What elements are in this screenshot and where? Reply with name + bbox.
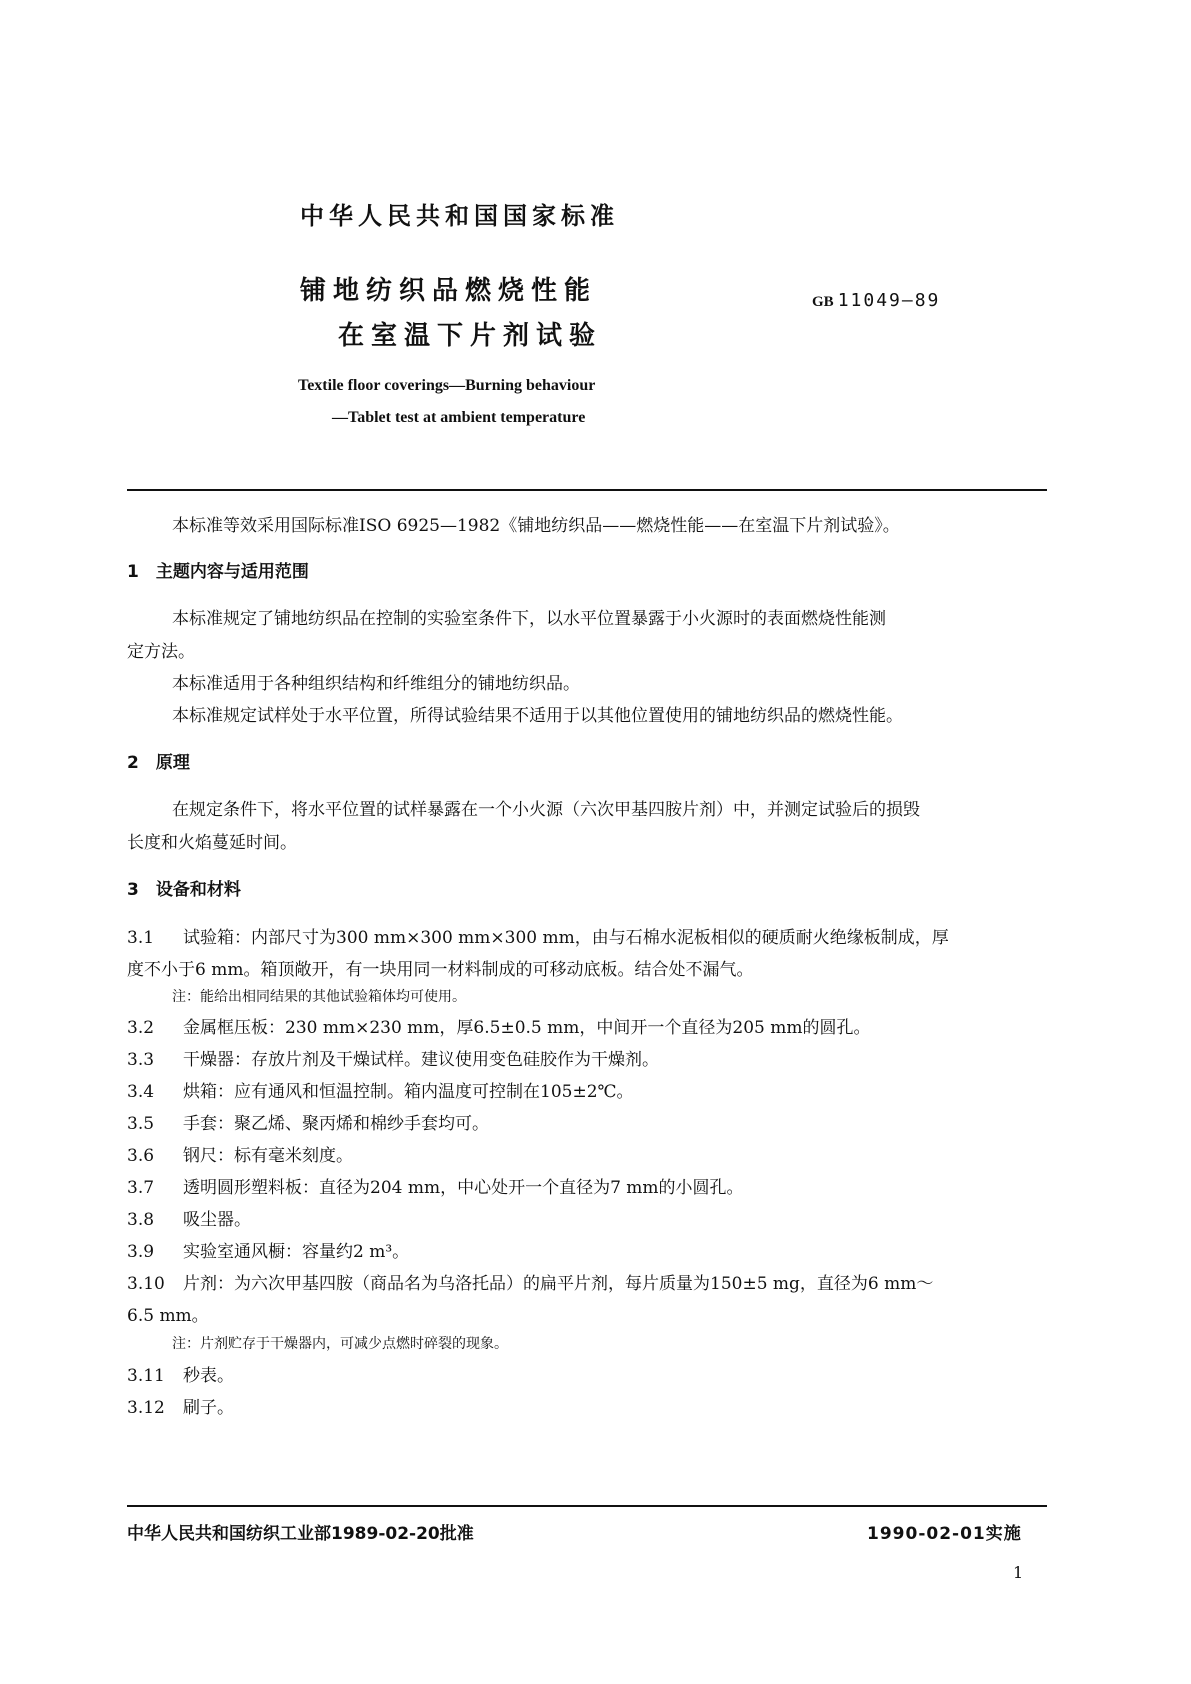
item-3-8-number: 3.8	[127, 1210, 155, 1230]
item-3-10-number: 3.10	[127, 1274, 165, 1294]
item-3-2-number: 3.2	[127, 1018, 155, 1038]
standard-code: 11049—89	[837, 290, 941, 311]
item-3-5	[127, 1109, 489, 1134]
item-3-9	[127, 1237, 409, 1262]
section-1-para-1-line-2: 定方法。	[127, 642, 195, 662]
item-3-9-number: 3.9	[127, 1242, 155, 1262]
footer-divider	[127, 1505, 1047, 1507]
title-line-1: 铺地纺织品燃烧性能	[300, 276, 598, 306]
note-2: 注：片剂贮存于干燥器内，可减少点燃时碎裂的现象。	[172, 1336, 508, 1352]
item-3-12	[127, 1393, 234, 1418]
item-3-4-text: 烘箱：应有通风和恒温控制。箱内温度可控制在105±2℃。	[183, 1082, 634, 1102]
section-1-heading: 1 主题内容与适用范围	[127, 562, 309, 582]
item-3-4	[127, 1077, 634, 1102]
approval-note: 中华人民共和国纺织工业部1989-02-20批准	[127, 1524, 474, 1544]
item-3-8	[127, 1205, 251, 1230]
header-divider	[127, 489, 1047, 491]
item-3-1-line-2: 度不小于6 mm。箱顶敞开，有一块用同一材料制成的可移动底板。结合处不漏气。	[127, 960, 754, 980]
section-3-heading: 3 设备和材料	[127, 880, 241, 900]
item-3-11-text: 秒表。	[183, 1366, 234, 1386]
section-1-para-1-line-1: 本标准规定了铺地纺织品在控制的实验室条件下，以水平位置暴露于小火源时的表面燃烧性能测	[172, 609, 886, 629]
section-2-heading: 2 原理	[127, 753, 190, 773]
intro-paragraph: 本标准等效采用国际标准ISO 6925—1982《铺地纺织品——燃烧性能——在室温下片剂试验》。	[172, 516, 900, 536]
national-standard-heading: 中华人民共和国国家标准	[300, 202, 619, 230]
title-line-2: 在室温下片剂试验	[338, 321, 603, 351]
english-title-line-1: Textile floor coverings—Burning behaviour	[298, 377, 596, 394]
note-1: 注：能给出相同结果的其他试验箱体均可使用。	[172, 989, 466, 1005]
section-1-para-3: 本标准规定试样处于水平位置，所得试验结果不适用于以其他位置使用的铺地纺织品的燃烧性能。	[172, 706, 903, 726]
item-3-6-number: 3.6	[127, 1146, 155, 1166]
item-3-10-line-2: 6.5 mm。	[127, 1306, 209, 1326]
item-3-1	[127, 923, 949, 948]
item-3-3	[127, 1045, 659, 1070]
item-3-4-number: 3.4	[127, 1082, 155, 1102]
item-3-2	[127, 1013, 870, 1038]
section-2-para-line-2: 长度和火焰蔓延时间。	[127, 833, 297, 853]
implementation-date: 1990-02-01实施	[867, 1524, 1022, 1544]
item-3-2-text: 金属框压板：230 mm×230 mm，厚6.5±0.5 mm，中间开一个直径为205 mm的圆孔。	[183, 1018, 871, 1038]
section-1-para-2: 本标准适用于各种组织结构和纤维组分的铺地纺织品。	[172, 674, 580, 694]
item-3-7	[127, 1173, 744, 1198]
item-3-7-number: 3.7	[127, 1178, 155, 1198]
item-3-8-text: 吸尘器。	[183, 1210, 251, 1230]
item-3-9-text: 实验室通风橱：容量约2 m³。	[183, 1242, 410, 1262]
item-3-5-number: 3.5	[127, 1114, 155, 1134]
item-3-11	[127, 1361, 234, 1386]
section-2-para-line-1: 在规定条件下，将水平位置的试样暴露在一个小火源（六次甲基四胺片剂）中，并测定试验后的损毁	[172, 800, 920, 820]
item-3-11-number: 3.11	[127, 1366, 165, 1386]
page-number: 1	[1013, 1563, 1024, 1582]
standard-prefix: GB	[812, 294, 834, 310]
item-3-12-text: 刷子。	[183, 1398, 234, 1418]
english-title-line-2: —Tablet test at ambient temperature	[332, 409, 586, 426]
item-3-1-text: 试验箱：内部尺寸为300 mm×300 mm×300 mm，由与石棉水泥板相似的硬质耐火绝缘板制成，厚	[183, 928, 949, 948]
item-3-3-text: 干燥器：存放片剂及干燥试样。建议使用变色硅胶作为干燥剂。	[183, 1050, 659, 1070]
item-3-6	[127, 1141, 353, 1166]
item-3-5-text: 手套：聚乙烯、聚丙烯和棉纱手套均可。	[183, 1114, 489, 1134]
standard-number	[812, 290, 940, 311]
item-3-10-text: 片剂：为六次甲基四胺（商品名为乌洛托品）的扁平片剂，每片质量为150±5 mg，直径为6 mm～	[183, 1274, 934, 1294]
item-3-3-number: 3.3	[127, 1050, 155, 1070]
item-3-7-text: 透明圆形塑料板：直径为204 mm，中心处开一个直径为7 mm的小圆孔。	[183, 1178, 744, 1198]
item-3-10	[127, 1269, 933, 1294]
item-3-12-number: 3.12	[127, 1398, 165, 1418]
item-3-1-number: 3.1	[127, 928, 155, 948]
item-3-6-text: 钢尺：标有毫米刻度。	[183, 1146, 353, 1166]
